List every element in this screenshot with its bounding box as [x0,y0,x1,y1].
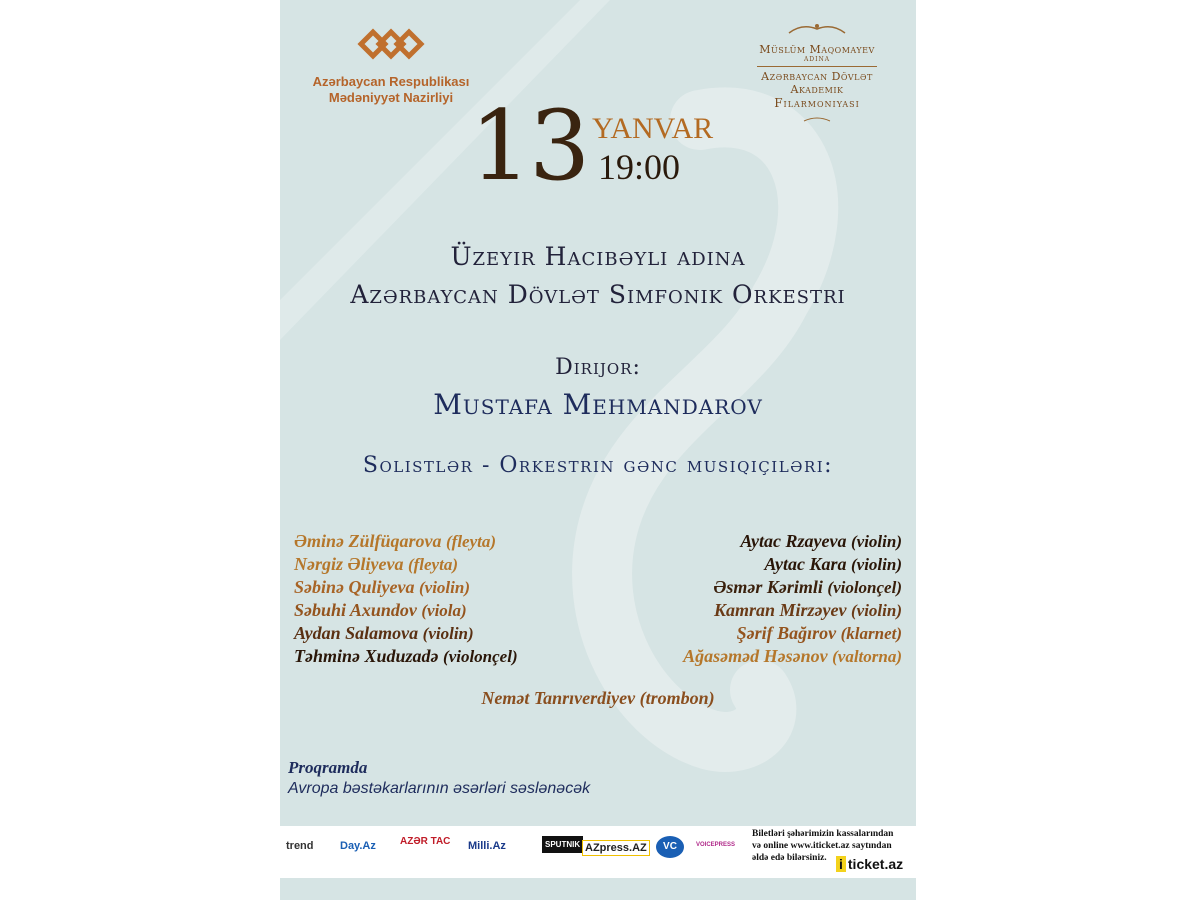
soloist-name: Aytac Rzayeva [740,531,847,551]
soloist-entry [294,622,594,645]
extra-soloist: Nemət Tanrıverdiyev (trombon) [481,688,715,708]
soloist-name: Səbuhi Axundov [294,600,417,620]
soloist-entry [582,576,902,599]
soloist-name: Aydan Salamova [294,623,419,643]
sponsor-sputnik-logo: SPUTNIK [542,836,583,853]
iticket-text: ticket.az [847,856,904,872]
soloist-name: Ağasəməd Həsənov [683,646,828,666]
soloist-name: Kamran Mirzəyev [714,600,847,620]
conductor-name: Mustafa Mehmandarov [433,388,763,421]
soloist-entry [582,599,902,622]
iticket-logo[interactable] [836,856,903,872]
soloist-name: Təhminə Xuduzadə [294,646,439,666]
sponsor-vc-logo: VC [656,836,684,858]
event-month: YANVAR [592,112,714,145]
soloists-title: Solistlər - Orkestrin gənc musiqiçiləri: [362,453,834,478]
soloist-instrument: (valtorna) [832,647,902,666]
tickets-line2: və online www.iticket.az saytından [752,841,892,851]
ministry-line2: Mədəniyyət Nazirliyi [328,90,454,105]
soloist-instrument: (violin) [418,578,470,597]
soloist-entry [294,553,594,576]
ministry-logo [296,20,486,106]
soloist-instrument: (violonçel) [827,578,902,597]
soloists-right-column [582,530,902,668]
soloists-left-column [294,530,594,668]
soloist-name: Əminə Zülfüqarova [294,531,442,551]
sponsor-azpress-logo: AZpress.AZ [582,840,650,856]
sponsor-milliaz-logo: Milli.Az [468,840,506,852]
divider [757,66,877,67]
soloist-instrument: (fleyta) [446,532,497,551]
program-text: Avropa bəstəkarlarının əsərləri səslənəcək [288,780,591,797]
sponsor-dayaz-logo: Day.Az [340,840,376,852]
soloist-entry [582,553,902,576]
soloist-instrument: (violonçel) [443,647,518,666]
philharmonic-line5: Filarmoniyası [774,96,860,110]
soloist-instrument: (violin) [422,624,474,643]
soloist-instrument: (klarnet) [840,624,902,643]
soloist-entry [582,645,902,668]
philharmonic-line1: Müslüm Maqomayev [759,43,875,56]
iticket-i-mark: i [836,856,846,872]
soloist-name: Əsmər Kərimli [713,577,823,597]
orchestra-line1: Üzeyir Hacıbəyli adına [450,242,746,271]
tickets-line3: əldə edə bilərsiniz. [752,853,827,863]
soloist-instrument: (violin) [851,555,902,574]
ornament-knot-icon [355,20,427,68]
program-title: Proqramda [288,758,368,777]
crown-ornament-icon [787,23,847,35]
philharmonic-logo [732,20,902,129]
tickets-line1: Biletləri şəhərimizin kassalarından [752,829,894,839]
soloist-name: Səbinə Quliyeva [294,577,415,597]
event-time: 19:00 [598,147,681,187]
soloist-entry [582,530,902,553]
soloist-instrument: (violin) [851,601,902,620]
soloist-name: Aytac Kara [764,554,847,574]
sponsor-trend-logo: trend [286,840,314,852]
sponsor-footer [280,826,916,878]
sponsor-azertac-logo: AZƏR TAC [400,836,451,847]
soloist-entry [294,645,594,668]
philharmonic-line4: Akademik [790,83,844,96]
soloist-instrument: (violin) [851,532,902,551]
sponsor-voicepress-logo: VOICEPRESS [696,842,736,848]
event-day: 13 [470,90,589,202]
ministry-line1: Azərbaycan Respublikası [312,74,470,89]
soloist-entry [294,576,594,599]
soloist-instrument: (viola) [421,601,467,620]
soloist-entry [582,622,902,645]
soloist-name: Şərif Bağırov [736,623,837,643]
concert-poster [280,0,916,900]
conductor-label: Dirijor: [555,355,641,380]
soloist-instrument: (fleyta) [407,555,458,574]
orchestra-line2: Azərbaycan Dövlət Simfonik Orkestri [350,280,846,309]
soloist-entry [294,599,594,622]
soloist-entry [294,530,594,553]
philharmonic-line3: Azərbaycan Dövlət [761,70,873,83]
philharmonic-line2: ADINA [803,56,831,63]
flourish-icon [802,117,832,125]
soloist-name: Nərgiz Əliyeva [294,554,404,574]
